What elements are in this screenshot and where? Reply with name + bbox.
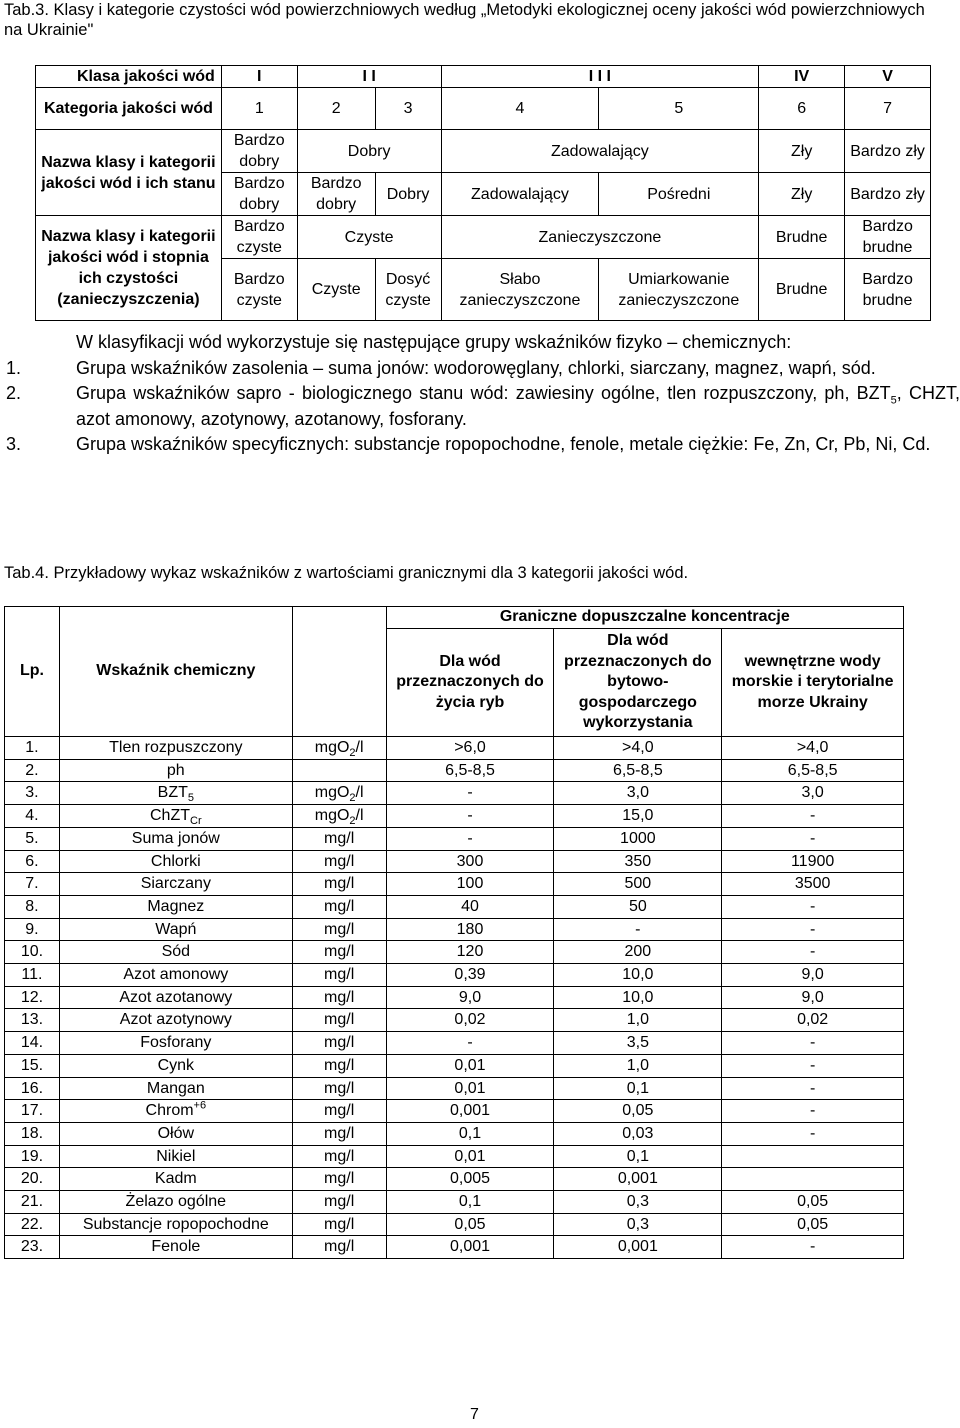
cell-name [59,873,292,896]
cell-morskie: - [722,1236,904,1259]
table-row [5,986,904,1009]
cell-bytowe: 0,1 [554,1077,722,1100]
cell-ryby: 0,02 [386,1009,554,1032]
cell-name-text: Azot azotanowy [119,988,233,1006]
subscript: 2 [349,747,356,760]
cell-ryby: 40 [386,895,554,918]
list-number: 2. [6,383,22,403]
czystosc-kat-4: Słabo zanieczyszczone [441,259,599,321]
cell-unit-text: mg/l [324,966,355,984]
kategoria-2: 2 [297,88,375,130]
cell-morskie: - [722,941,904,964]
cell-bytowe: 1,0 [554,1009,722,1032]
cell-ryby: 300 [386,850,554,873]
cell-name-text: Cynk [157,1056,195,1074]
cell-morskie [722,1145,904,1168]
cell-morskie: - [722,918,904,941]
kategoria-label: Kategoria jakości wód [36,88,222,130]
cell-name [59,1191,292,1214]
cell-morskie: 9,0 [722,986,904,1009]
nazwa-czystosci-label: Nazwa klasy i kategorii jakości wód i stopnia ich czystości (zanieczyszczenia) [36,216,222,321]
klasa-5: V [845,66,931,88]
cell-unit [292,941,386,964]
list-text: Grupa wskaźników specyficznych: substancje ropopochodne, fenole, metale ciężkie: Fe, Zn, Cr, Pb, Ni, Cd. [76,434,931,454]
cell-unit [292,1009,386,1032]
cell-unit [292,918,386,941]
cell-name [59,1032,292,1055]
cell-ryby: 9,0 [386,986,554,1009]
cell-unit-text: mg/l [324,1011,355,1029]
table-row [5,895,904,918]
list-text: Grupa wskaźników zasolenia – suma jonów: wodorowęglany, chlorki, siarczany, magnez, wapń, sód. [76,357,876,378]
table-4-caption: Tab.4. Przykładowy wykaz wskaźników z wartościami granicznymi dla 3 kategorii jakości wód. [4,564,689,582]
klasa-2: I I [297,66,441,88]
cell-bytowe: 10,0 [554,964,722,987]
czystosc-kat-2: Czyste [297,259,375,321]
table-row [5,1032,904,1055]
cell-name-text: Wapń [155,920,197,938]
cell-lp: 13. [5,1009,60,1032]
cell-unit [292,1191,386,1214]
cell-name [59,1236,292,1259]
cell-unit-text: mg/l [324,1102,355,1120]
czystosc-kat-6: Brudne [759,259,845,321]
col-morskie: wewnętrzne wody morskie i terytorialne morze Ukrainy [722,629,904,737]
table-body [5,737,904,1259]
table-row [5,1077,904,1100]
stan-kat-5: Pośredni [599,173,759,216]
table-row [5,1191,904,1214]
cell-lp: 8. [5,895,60,918]
cell-morskie: >4,0 [722,737,904,760]
klasa-label: Klasa jakości wód [36,66,222,88]
cell-bytowe: 0,001 [554,1168,722,1191]
table-row [5,1168,904,1191]
cell-bytowe: 500 [554,873,722,896]
cell-name [59,850,292,873]
cell-unit-text: mg/l [324,1238,355,1256]
cell-morskie: 0,05 [722,1191,904,1214]
cell-unit [292,1032,386,1055]
cell-name [59,805,292,828]
cell-unit [292,1236,386,1259]
table-row [5,1236,904,1259]
stan-klasa-2: Dobry [297,130,441,173]
cell-name-text: Ołów [157,1124,195,1142]
subscript: 5 [890,394,897,407]
cell-ryby: >6,0 [386,737,554,760]
cell-ryby: 0,001 [386,1100,554,1123]
cell-bytowe: 50 [554,895,722,918]
cell-name-text: Mangan [146,1079,205,1097]
col-lp: Lp. [5,607,60,737]
cell-name-text: Nikiel [156,1147,196,1165]
cell-morskie: 11900 [722,850,904,873]
cell-morskie: - [722,1077,904,1100]
stan-kat-2: Bardzo dobry [297,173,375,216]
cell-unit-text: mg/l [324,829,355,847]
cell-bytowe: 6,5-8,5 [554,759,722,782]
subscript: 2 [349,815,356,828]
cell-bytowe: 0,3 [554,1191,722,1214]
water-class-table [35,65,931,321]
cell-unit-text: mgO [314,784,350,802]
cell-ryby: 100 [386,873,554,896]
stan-kat-7: Bardzo zły [845,173,931,216]
cell-ryby: 180 [386,918,554,941]
cell-morskie [722,1168,904,1191]
kategoria-7: 7 [845,88,931,130]
czystosc-kat-7: Bardzo brudne [845,259,931,321]
cell-name-text: Tlen rozpuszczony [109,739,243,756]
cell-bytowe: 15,0 [554,805,722,828]
cell-unit-text: mg/l [324,1147,355,1165]
cell-unit [292,827,386,850]
cell-ryby: 0,005 [386,1168,554,1191]
cell-unit [292,1054,386,1077]
indicator-groups-text [0,330,960,458]
stan-klasa-5: Bardzo zły [845,130,931,173]
czystosc-klasa-1: Bardzo czyste [221,216,297,259]
stan-kat-6: Zły [759,173,845,216]
cell-name-text: ph [166,761,185,779]
col-bytowe: Dla wód przeznaczonych do bytowo-gospodarczego wykorzystania [554,629,722,737]
cell-name-text: Fosforany [140,1034,212,1052]
cell-bytowe: 3,5 [554,1032,722,1055]
cell-unit [292,895,386,918]
cell-name-text: BZT [157,784,188,802]
cell-name [59,827,292,850]
cell-morskie: - [722,1122,904,1145]
table-row [5,1100,904,1123]
cell-morskie: 9,0 [722,964,904,987]
klasa-1: I [221,66,297,88]
cell-unit-text: mg/l [324,1193,355,1211]
cell-bytowe: 3,0 [554,782,722,805]
cell-lp: 17. [5,1100,60,1123]
cell-name [59,918,292,941]
cell-unit-text: mg/l [324,1215,355,1233]
cell-morskie: - [722,805,904,828]
cell-unit [292,1122,386,1145]
table-row [5,964,904,987]
cell-name [59,1213,292,1236]
subscript: 2 [349,792,356,805]
cell-lp: 2. [5,759,60,782]
cell-lp: 1. [5,737,60,760]
cell-unit-text: mgO [314,807,350,825]
czystosc-klasa-3: Zanieczyszczone [441,216,759,259]
cell-morskie: - [722,1032,904,1055]
cell-name-text: ChZT [150,807,190,825]
cell-ryby: 0,01 [386,1077,554,1100]
cell-lp: 21. [5,1191,60,1214]
cell-morskie: 0,05 [722,1213,904,1236]
cell-unit-tail: /l [355,784,364,802]
cell-name-text: Suma jonów [131,829,220,847]
table-row [5,759,904,782]
cell-name [59,986,292,1009]
cell-lp: 15. [5,1054,60,1077]
table-3-caption: Tab.3. Klasy i kategorie czystości wód powierzchniowych według „Metodyki ekologicznej oceny jakości wód powierzchniowych na Ukrainie" [4,1,925,39]
list-text-a: Grupa wskaźników sapro - biologicznego stanu wód: zawiesiny ogólne, tlen rozpuszczony, ph, BZT [76,383,891,403]
cell-unit [292,1213,386,1236]
czystosc-kat-5: Umiarkowanie zanieczyszczone [599,259,759,321]
cell-name-text: Chrom [145,1102,194,1120]
cell-unit [292,737,386,760]
cell-name-text: Chlorki [150,852,201,870]
cell-name [59,1054,292,1077]
czystosc-klasa-2: Czyste [297,216,441,259]
cell-unit-text: mg/l [324,1079,355,1097]
cell-lp: 14. [5,1032,60,1055]
cell-morskie: - [722,1100,904,1123]
czystosc-kat-1: Bardzo czyste [221,259,297,321]
col-unit [292,607,386,737]
klasa-4: IV [759,66,845,88]
cell-name [59,1100,292,1123]
cell-morskie: 3,0 [722,782,904,805]
cell-name-text: Magnez [147,897,205,915]
cell-unit [292,986,386,1009]
cell-unit [292,805,386,828]
cell-unit-text: mg/l [324,988,355,1006]
cell-ryby: - [386,827,554,850]
table-row [5,850,904,873]
cell-lp: 9. [5,918,60,941]
kategoria-3: 3 [375,88,441,130]
cell-ryby: 0,001 [386,1236,554,1259]
cell-unit-tail: /l [355,739,364,756]
cell-unit-text: mg/l [324,852,355,870]
cell-name [59,964,292,987]
klasa-3: I I I [441,66,759,88]
cell-unit [292,1100,386,1123]
table-row [5,782,904,805]
cell-name [59,1145,292,1168]
kategoria-1: 1 [221,88,297,130]
stan-kat-1: Bardzo dobry [221,173,297,216]
cell-morskie: - [722,1054,904,1077]
table-row [5,1145,904,1168]
table-row [5,918,904,941]
cell-ryby: 120 [386,941,554,964]
cell-ryby: - [386,782,554,805]
table-row [5,737,904,760]
cell-ryby: 0,1 [386,1191,554,1214]
cell-unit-text: mgO [314,739,350,756]
cell-bytowe: 1000 [554,827,722,850]
col-ryby: Dla wód przeznaczonych do życia ryb [386,629,554,737]
cell-name-text: Siarczany [140,875,211,893]
czystosc-kat-3: Dosyć czyste [375,259,441,321]
stan-kat-3: Dobry [375,173,441,216]
kategoria-4: 4 [441,88,599,130]
cell-lp: 5. [5,827,60,850]
cell-name [59,1009,292,1032]
cell-name [59,1122,292,1145]
cell-lp: 11. [5,964,60,987]
cell-ryby: 0,05 [386,1213,554,1236]
table-row [5,1122,904,1145]
cell-bytowe: 1,0 [554,1054,722,1077]
cell-morskie: 6,5-8,5 [722,759,904,782]
cell-ryby: - [386,805,554,828]
stan-klasa-4: Zły [759,130,845,173]
cell-name [59,1168,292,1191]
cell-unit-text: mg/l [324,1124,355,1142]
cell-lp: 20. [5,1168,60,1191]
cell-unit [292,873,386,896]
cell-lp: 18. [5,1122,60,1145]
cell-bytowe: 350 [554,850,722,873]
stan-kat-4: Zadowalający [441,173,599,216]
table-row [5,1054,904,1077]
table-row [5,1213,904,1236]
cell-unit-text: mg/l [324,875,355,893]
cell-lp: 4. [5,805,60,828]
cell-name [59,941,292,964]
cell-morskie: 3500 [722,873,904,896]
czystosc-klasa-4: Brudne [759,216,845,259]
cell-morskie: 0,02 [722,1009,904,1032]
stan-klasa-1: Bardzo dobry [221,130,297,173]
cell-bytowe: - [554,918,722,941]
cell-name [59,895,292,918]
table-row [5,873,904,896]
list-text [76,383,960,429]
cell-lp: 19. [5,1145,60,1168]
cell-ryby: 6,5-8,5 [386,759,554,782]
cell-name [59,1077,292,1100]
cell-lp: 22. [5,1213,60,1236]
cell-bytowe: 0,05 [554,1100,722,1123]
cell-bytowe: 200 [554,941,722,964]
cell-unit [292,1077,386,1100]
intro-paragraph: W klasyfikacji wód wykorzystuje się następujące grupy wskaźników fizyko – chemicznych: [76,332,792,352]
cell-ryby: - [386,1032,554,1055]
cell-bytowe: 10,0 [554,986,722,1009]
list-item [6,432,960,458]
cell-lp: 7. [5,873,60,896]
cell-unit [292,1168,386,1191]
col-group: Graniczne dopuszczalne koncentracje [386,607,903,629]
cell-name-text: Żelazo ogólne [125,1193,227,1211]
page-number: 7 [470,1406,479,1423]
cell-unit [292,1145,386,1168]
table-row [5,827,904,850]
nazwa-stanu-label: Nazwa klasy i kategorii jakości wód i ich stanu [36,130,222,216]
cell-name-text: Kadm [154,1170,197,1188]
superscript: +6 [193,1099,207,1112]
cell-unit [292,759,386,782]
cell-ryby: 0,01 [386,1054,554,1077]
table-row [5,1009,904,1032]
cell-ryby: 0,1 [386,1122,554,1145]
cell-unit-text: mg/l [324,1056,355,1074]
kategoria-6: 6 [759,88,845,130]
cell-bytowe: 0,001 [554,1236,722,1259]
cell-name [59,759,292,782]
indicator-limits-table [4,606,904,1259]
cell-lp: 6. [5,850,60,873]
cell-morskie: - [722,827,904,850]
cell-unit-text: mg/l [324,897,355,915]
table-row [5,941,904,964]
cell-name [59,737,292,760]
cell-unit-text: mg/l [324,1170,355,1188]
cell-lp: 10. [5,941,60,964]
cell-name-text: Substancje ropopochodne [82,1215,269,1233]
cell-unit-tail: /l [355,807,364,825]
cell-unit [292,850,386,873]
czystosc-klasa-5: Bardzo brudne [845,216,931,259]
cell-unit-text: mg/l [324,943,355,961]
list-number: 3. [6,434,22,454]
subscript: Cr [190,815,202,828]
cell-name-text: Azot azotynowy [119,1011,232,1029]
stan-klasa-3: Zadowalający [441,130,759,173]
cell-unit-text: mg/l [324,1034,355,1052]
cell-name [59,782,292,805]
kategoria-5: 5 [599,88,759,130]
cell-bytowe: 0,1 [554,1145,722,1168]
cell-unit [292,964,386,987]
cell-name-text: Fenole [151,1238,201,1256]
cell-lp: 23. [5,1236,60,1259]
cell-ryby: 0,01 [386,1145,554,1168]
subscript: 5 [187,792,194,805]
cell-morskie: - [722,895,904,918]
cell-lp: 3. [5,782,60,805]
col-wskaznik: Wskaźnik chemiczny [59,607,292,737]
cell-bytowe: 0,3 [554,1213,722,1236]
cell-unit [292,782,386,805]
list-item [6,381,960,432]
cell-name-text: Azot amonowy [123,966,229,984]
list-item [6,356,960,382]
table-row [5,805,904,828]
cell-lp: 16. [5,1077,60,1100]
cell-ryby: 0,39 [386,964,554,987]
cell-name-text: Sód [161,943,191,961]
cell-lp: 12. [5,986,60,1009]
cell-bytowe: 0,03 [554,1122,722,1145]
cell-bytowe: >4,0 [554,737,722,760]
cell-unit-text: mg/l [324,920,355,938]
list-number: 1. [6,357,22,378]
list-text-b: , CHZT, azot amonowy, azotynowy, azotanowy, fosforany. [76,383,960,429]
